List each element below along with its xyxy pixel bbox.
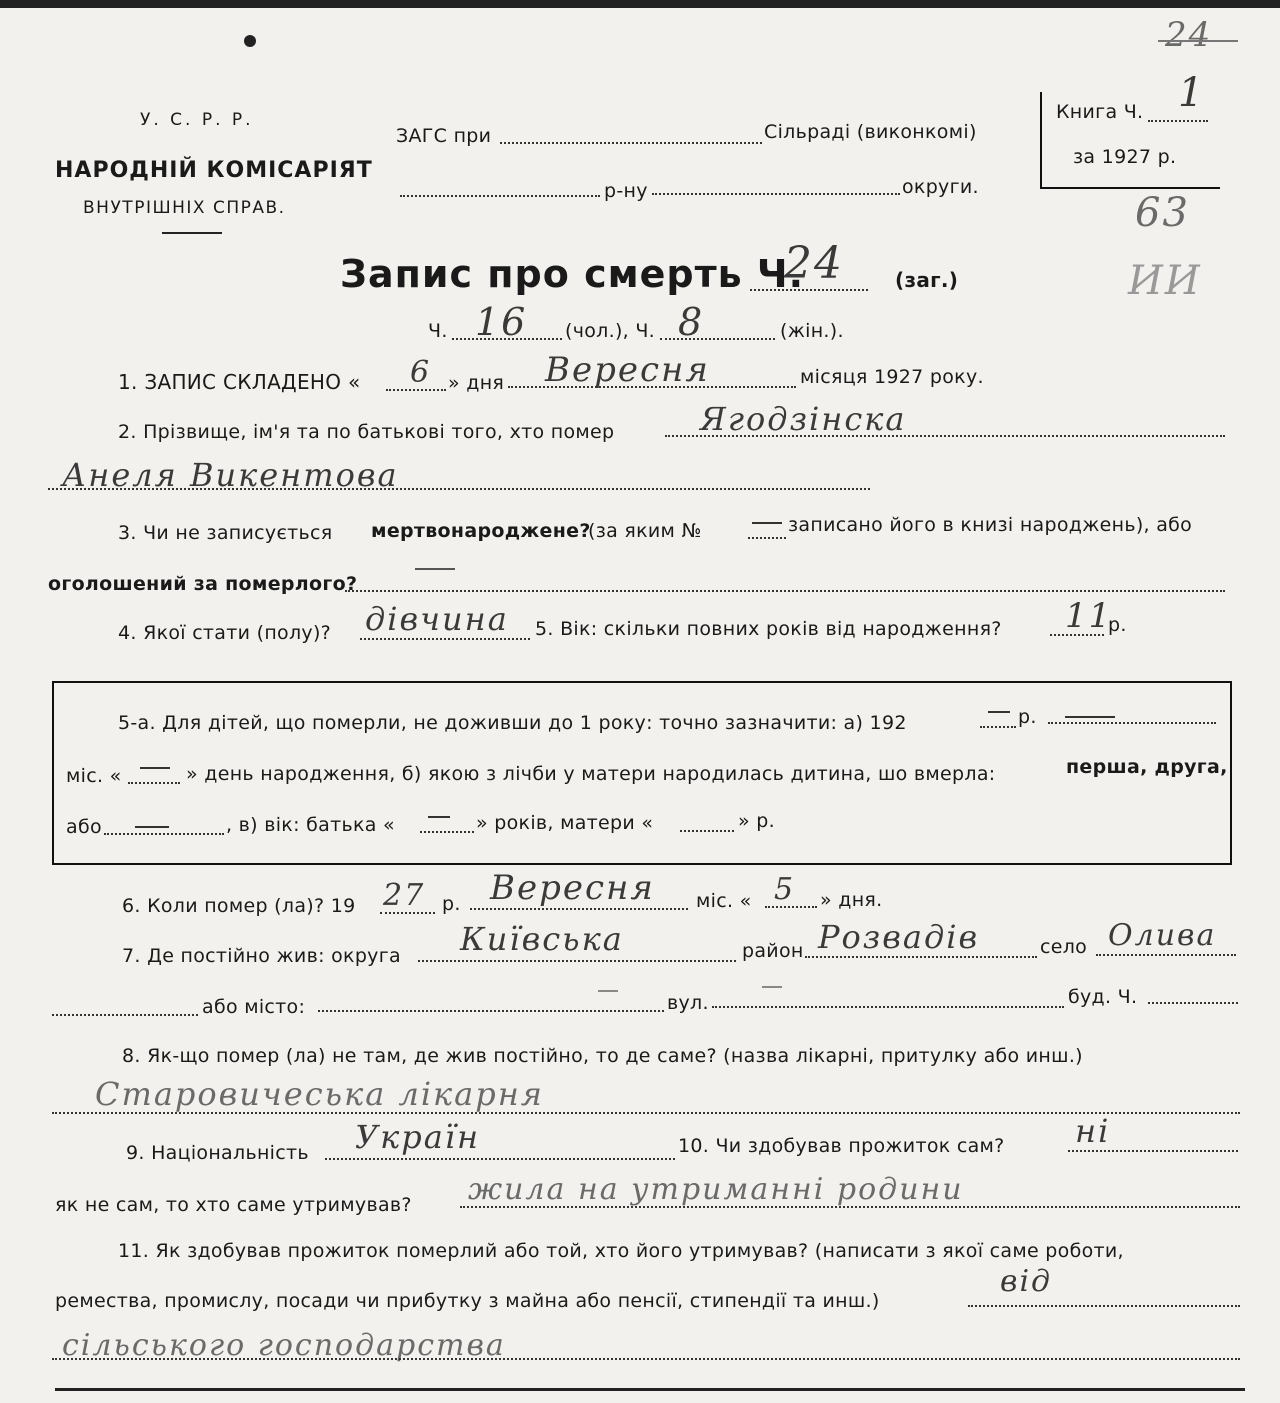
f7b-vul: вул. [667, 992, 709, 1014]
f5a-mis-dash [140, 767, 170, 769]
f5-value: 11 [1065, 596, 1113, 636]
f5-label: 5. Вік: скільки повних років від народження? [535, 618, 1002, 640]
f7-selo-blank[interactable] [1096, 954, 1236, 956]
f7b-mark [598, 990, 618, 992]
f7-selo: Олива [1108, 918, 1217, 953]
f7b-misto: або місто: [202, 996, 306, 1018]
f7-okruha: Київська [460, 920, 624, 958]
male-number: 16 [475, 300, 528, 344]
f7b-mark2 [762, 986, 782, 988]
header-divider [162, 232, 222, 234]
f9-label: 9. Національність [126, 1142, 309, 1164]
f3-stillborn: мертвонароджене? [371, 520, 591, 542]
book-year: за 1927 р. [1073, 146, 1177, 168]
f7b-bud: буд. Ч. [1068, 986, 1138, 1008]
f5a-father-blank[interactable] [420, 831, 474, 833]
f1-day-blank[interactable] [386, 389, 446, 391]
f5a-year-dash [988, 711, 1010, 713]
ministry-subtitle: ВНУТРІШНІХ СПРАВ. [83, 198, 286, 218]
f7-raion-blank[interactable] [805, 956, 1037, 958]
f6-day: 5 [774, 872, 796, 907]
f5a-mother-blank[interactable] [680, 830, 734, 832]
f3-dash [752, 522, 782, 524]
female-blank[interactable] [660, 338, 775, 340]
f2-surname: Ягодзінска [700, 400, 907, 438]
corner-number: 24 [1165, 15, 1213, 55]
f5a-father-dash [428, 816, 450, 818]
ministry-title: НАРОДНІЙ КОМІСАРІЯТ [55, 158, 373, 183]
punch-hole-icon [244, 35, 256, 47]
f7b-pre-blank[interactable] [52, 1014, 198, 1016]
f3b-blank[interactable] [345, 590, 1225, 592]
f5a-abo: або [66, 816, 102, 838]
f7-label: 7. Де постійно жив: округа [122, 945, 401, 967]
f5a-r: р. [1018, 706, 1037, 728]
f8-label: 8. Як-що помер (ла) не там, де жив постійно, то де саме? (назва лікарні, притулку або инш.) [122, 1045, 1083, 1067]
zags-suffix: Сільраді (виконкомі) [764, 121, 977, 143]
f11-value1: від [1000, 1264, 1053, 1299]
f1-month-blank[interactable] [508, 386, 796, 388]
strike-line [1158, 40, 1238, 42]
f5a-father: , в) вік: батька « [226, 814, 395, 836]
record-number: 24 [784, 238, 844, 289]
margin-note-ii: ИИ [1128, 258, 1202, 304]
f5a-abo-dash [135, 826, 169, 828]
f5a-year-blank[interactable] [980, 726, 1016, 728]
f6-year: 27 [383, 878, 426, 913]
f5-unit: р. [1108, 614, 1127, 636]
f6-year-blank[interactable] [380, 912, 435, 914]
f2-name: Анеля Викентова [62, 456, 399, 494]
district-label: р-ну [604, 180, 648, 202]
f10-label: 10. Чи здобував прожиток сам? [678, 1135, 1005, 1157]
f5a-mother: » років, матери « [476, 812, 654, 834]
f2-label: 2. Прізвище, ім'я та по батькові того, хто помер [118, 421, 615, 443]
f5a-mis: міс. « [66, 765, 122, 787]
f6-mis: міс. « [696, 890, 752, 912]
f6-tail: » дня. [820, 889, 883, 911]
bottom-rule [55, 1388, 1245, 1391]
f11-line1: 11. Як здобував прожиток померлий або той, хто його утримував? (написати з якої саме роботи, [118, 1240, 1124, 1262]
f7b-vul-blank[interactable] [712, 1006, 1064, 1008]
f1-tail: місяця 1927 року. [800, 366, 984, 388]
f3-label: 3. Чи не записується [118, 522, 333, 544]
f5a-r3: » р. [738, 810, 775, 832]
f2-name-blank[interactable] [48, 488, 870, 490]
f1-mid: » дня [448, 372, 505, 394]
scan-edge [0, 0, 1280, 8]
f3-number-blank[interactable] [748, 537, 786, 539]
f7b-misto-blank[interactable] [318, 1010, 664, 1012]
ch-label: Ч. [428, 320, 448, 342]
form-title: Запис про смерть Ч. [340, 252, 805, 296]
f11-value2: сільського господарства [62, 1328, 506, 1363]
f11-blank1[interactable] [968, 1305, 1240, 1307]
zag-label: (заг.) [895, 268, 959, 292]
f3-number-label: (за яким № [588, 520, 702, 542]
female-label: (жін.). [780, 320, 844, 342]
f11-blank2[interactable] [52, 1358, 1240, 1360]
male-blank[interactable] [452, 338, 562, 340]
f7-okruha-blank[interactable] [418, 960, 736, 962]
f6-r: р. [442, 893, 461, 915]
f4-blank[interactable] [360, 638, 530, 640]
f9-blank[interactable] [325, 1158, 675, 1160]
f11-line2: ремества, промислу, посади чи прибутку з майна або пенсії, стипендії та инш.) [55, 1290, 880, 1312]
district-blank[interactable] [400, 195, 600, 197]
f5a-line2: » день народження, б) якою з лічби у матери народилась дитина, шо вмерла: [186, 763, 996, 785]
f5a-r-dash [1065, 716, 1115, 718]
f6-month: Вересня [490, 868, 655, 908]
f5a-line1: 5-а. Для дітей, що померли, не доживши до 1 року: точно зазначити: а) 192 [118, 712, 907, 734]
record-number-blank[interactable] [750, 289, 868, 291]
f5a-r-blank[interactable] [1048, 722, 1216, 724]
f7-raion-label: район [742, 940, 804, 962]
f10-value: ні [1075, 1112, 1111, 1150]
f7b-bud-blank[interactable] [1148, 1002, 1238, 1004]
f7-raion: Розвадів [818, 918, 980, 956]
f10b-blank[interactable] [460, 1206, 1240, 1208]
male-label: (чол.), Ч. [565, 320, 656, 342]
f2-surname-blank[interactable] [665, 435, 1225, 437]
okruha-blank[interactable] [652, 193, 900, 195]
f1-day: 6 [410, 355, 432, 390]
book-blank[interactable] [1148, 120, 1208, 122]
f9-value: Україн [355, 1118, 481, 1156]
zags-blank[interactable] [500, 142, 762, 144]
f4-label: 4. Якої стати (полу)? [118, 622, 332, 644]
f5a-first-second: перша, друга, [1066, 756, 1228, 778]
f5a-mis-blank[interactable] [128, 782, 180, 784]
f3b-dash [415, 568, 455, 570]
f1-month: Вересня [545, 350, 710, 390]
f8-value: Старовичеська лікарня [95, 1075, 544, 1113]
f3-declared-dead: оголошений за померлого? [48, 573, 358, 595]
f5-blank[interactable] [1050, 634, 1104, 636]
book-label: Книга Ч. [1056, 101, 1144, 123]
f10-blank[interactable] [1068, 1150, 1238, 1152]
zags-prefix: ЗАГС при [396, 125, 492, 147]
okruha-label: округи. [902, 176, 979, 198]
f6-label: 6. Коли помер (ла)? 19 [122, 895, 356, 917]
f7-selo-label: село [1040, 936, 1088, 958]
f1-label: 1. ЗАПИС СКЛАДЕНО « [118, 370, 361, 394]
female-number: 8 [678, 300, 705, 344]
f10b-label: як не сам, то хто саме утримував? [55, 1194, 412, 1216]
f6-day-blank[interactable] [765, 906, 817, 908]
f10b-value: жила на утриманні родини [468, 1172, 964, 1207]
f5a-abo-blank[interactable] [104, 833, 224, 835]
book-number: 1 [1178, 70, 1206, 116]
state-label: У. С. Р. Р. [140, 110, 254, 130]
f8-blank[interactable] [52, 1112, 1240, 1114]
margin-note-63: 63 [1135, 190, 1190, 236]
f4-value: дівчина [365, 600, 509, 638]
f3-tail: записано його в книзі народжень), або [788, 514, 1193, 536]
f6-month-blank[interactable] [470, 908, 688, 910]
